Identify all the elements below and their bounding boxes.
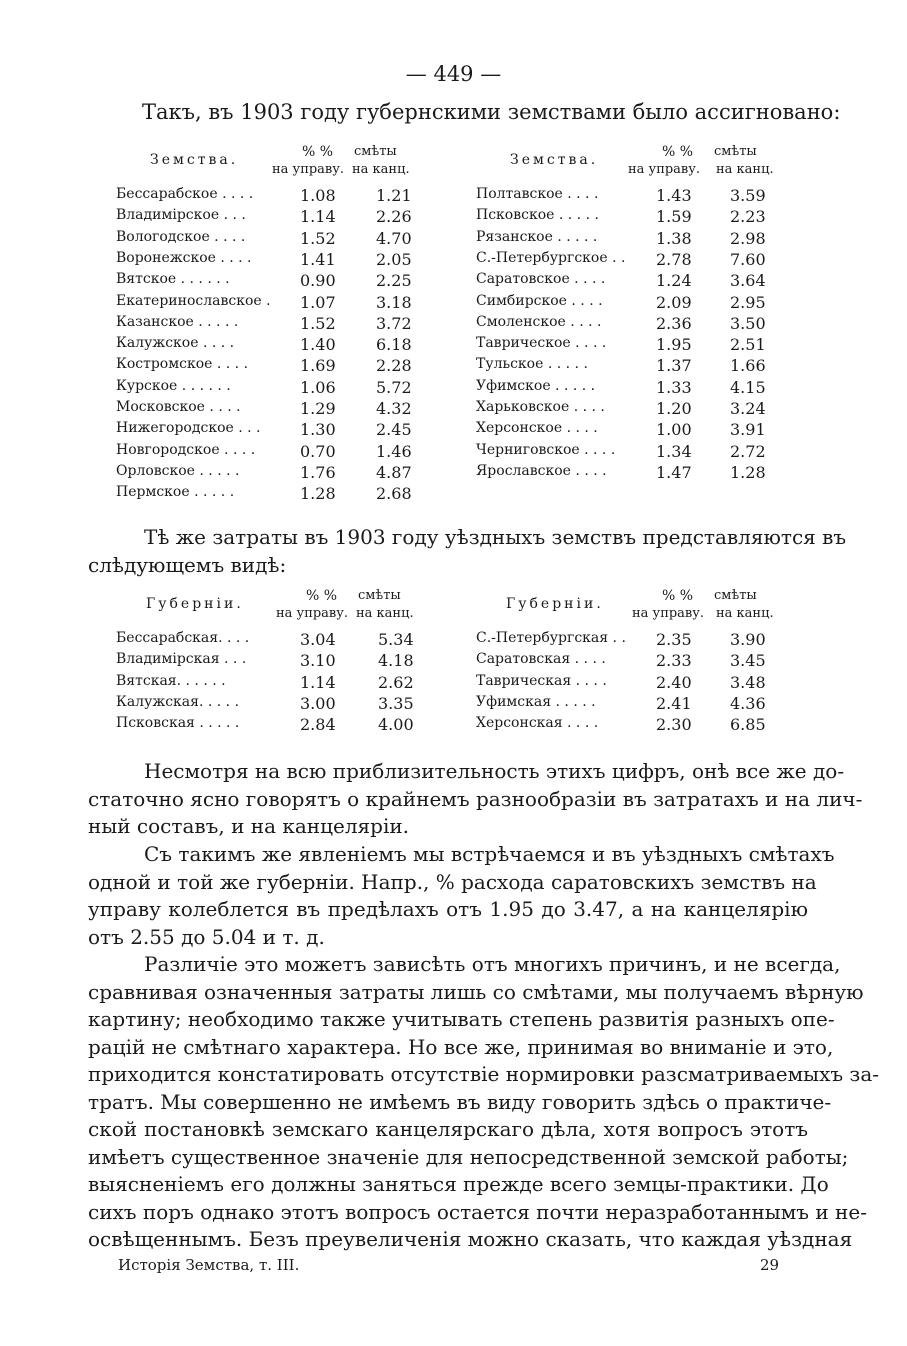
table-row	[476, 229, 796, 250]
row-value-kants: 2.95	[730, 292, 766, 312]
row-value-kants: 2.98	[730, 228, 766, 248]
col-header-percent: % %	[302, 144, 334, 160]
table-row	[476, 356, 796, 377]
row-value-uprava: 1.52	[300, 313, 336, 333]
row-value-kants: 2.23	[730, 207, 766, 227]
col-header-kants: на канц.	[356, 606, 414, 621]
table-row	[476, 463, 796, 484]
table-row	[476, 630, 796, 651]
paragraph-3	[88, 951, 880, 1254]
row-value-uprava: 1.52	[300, 228, 336, 248]
table-row	[116, 207, 416, 228]
row-name: Воронежское . . . .	[116, 249, 252, 266]
row-value-kants: 4.36	[730, 693, 766, 713]
row-name: Вологодское . . . .	[116, 228, 246, 245]
col-header-label: смѣты	[714, 588, 757, 603]
row-value-uprava: 1.34	[656, 441, 692, 461]
row-value-uprava: 0.90	[300, 271, 336, 291]
col-header-label: смѣты	[714, 144, 757, 159]
row-name: Ярославское . . . .	[476, 462, 607, 479]
row-name: С.-Петербургское . .	[476, 249, 626, 266]
col-header-name: Земства.	[150, 152, 239, 168]
paragraph-2	[88, 841, 835, 951]
table-row	[476, 694, 796, 715]
table-row	[476, 250, 796, 271]
row-value-kants: 4.18	[378, 651, 414, 671]
row-value-uprava: 1.28	[300, 484, 336, 504]
row-value-uprava: 1.07	[300, 292, 336, 312]
row-value-uprava: 1.33	[656, 377, 692, 397]
row-name: Курское . . . . . .	[116, 377, 231, 394]
row-value-kants: 2.68	[376, 484, 412, 504]
row-value-uprava: 1.06	[300, 377, 336, 397]
row-name: С.-Петербургская . .	[476, 630, 626, 646]
row-name: Владимірская . . .	[116, 651, 247, 668]
row-value-uprava: 2.33	[656, 651, 692, 671]
row-name: Херсонская . . . .	[476, 715, 599, 732]
row-value-uprava: 0.70	[300, 441, 336, 461]
col-header-kants: на канц.	[716, 162, 774, 177]
row-value-kants: 3.91	[730, 420, 766, 440]
table-provincial-left	[116, 144, 416, 504]
paragraph-line: статочно ясно говорятъ о крайнемъ разнообразіи въ затратахъ и на лич-	[88, 786, 863, 811]
row-name: Владимірское . . .	[116, 207, 246, 224]
row-name: Харьковское . . . .	[476, 399, 605, 415]
row-value-kants: 4.70	[376, 228, 412, 248]
row-name: Калужская. . . . .	[116, 693, 240, 710]
table-row	[116, 651, 436, 672]
row-value-kants: 4.00	[378, 715, 414, 735]
row-name: Херсонское . . . .	[476, 420, 598, 437]
row-value-uprava: 1.47	[656, 462, 692, 482]
paragraph-line: приходится констатировать отсутствіе нормировки разсматриваемыхъ за-	[88, 1062, 880, 1086]
row-value-kants: 6.85	[730, 715, 766, 735]
row-value-kants: 3.24	[730, 399, 766, 418]
row-value-kants: 3.48	[730, 672, 766, 692]
col-header-label: смѣты	[358, 588, 401, 603]
row-name: Черниговское . . . .	[476, 441, 616, 458]
row-value-kants: 2.05	[376, 249, 412, 269]
section-heading: Такъ, въ 1903 году губернскими земствами было ассигновано:	[142, 100, 841, 124]
table-row	[116, 484, 416, 505]
col-header-percent: % %	[662, 144, 694, 160]
table-provincial-right	[476, 144, 796, 504]
row-value-kants: 1.21	[376, 186, 412, 205]
footer-signature: 29	[760, 1256, 780, 1274]
table-row	[116, 250, 416, 271]
paragraph-line: картину; необходимо также учитывать степень развитія разныхъ опе-	[88, 1007, 835, 1031]
paragraph-line: Различіе это можетъ зависѣть отъ многихъ причинъ, и не всегда,	[144, 952, 841, 976]
row-value-kants: 2.51	[730, 335, 766, 355]
row-value-kants: 5.34	[378, 630, 414, 649]
row-value-uprava: 1.00	[656, 420, 692, 440]
col-header-uprava: на управу.	[276, 606, 349, 621]
paragraph-line: управу колеблется въ предѣлахъ отъ 1.95 до 3.47, а на канцелярію	[88, 897, 808, 921]
table-row	[476, 186, 796, 207]
table-row	[476, 651, 796, 672]
row-value-kants: 3.59	[730, 186, 766, 205]
row-value-uprava: 3.00	[300, 693, 336, 713]
row-value-uprava: 2.40	[656, 672, 692, 692]
row-name: Смоленское . . . .	[476, 313, 602, 330]
row-value-uprava: 1.76	[300, 462, 336, 482]
row-name: Новгородское . . . .	[116, 441, 256, 458]
row-value-kants: 2.45	[376, 420, 412, 440]
row-value-kants: 4.32	[376, 399, 412, 418]
table-row	[116, 271, 416, 292]
table-row	[476, 399, 796, 420]
table-row	[116, 463, 416, 484]
row-value-uprava: 1.37	[656, 356, 692, 376]
paragraph-line: отъ 2.55 до 5.04 и т. д.	[88, 924, 325, 949]
table-row	[116, 378, 416, 399]
row-name: Екатеринославское .	[116, 292, 271, 309]
row-value-uprava: 2.09	[656, 292, 692, 312]
row-value-uprava: 1.43	[656, 186, 692, 205]
row-value-kants: 6.18	[376, 335, 412, 355]
row-value-uprava: 1.08	[300, 186, 336, 205]
paragraph-line: сравнивая означенныя затраты лишь со смѣтами, мы получаемъ вѣрную	[88, 979, 864, 1004]
row-name: Таврическая . . . .	[476, 672, 607, 689]
row-value-uprava: 1.41	[300, 249, 336, 269]
table-row	[476, 420, 796, 441]
table-header	[476, 144, 796, 184]
row-value-uprava: 1.40	[300, 335, 336, 355]
table-row	[116, 229, 416, 250]
col-header-name: Губерніи.	[146, 596, 244, 612]
table-district-left	[116, 588, 436, 738]
row-name: Пермское . . . . .	[116, 484, 235, 501]
row-value-uprava: 1.38	[656, 228, 692, 248]
table-row	[476, 378, 796, 399]
paragraph-line: тратъ. Мы совершенно не имѣемъ въ виду говорить здѣсь о практиче-	[88, 1089, 832, 1114]
table-row	[116, 630, 436, 651]
row-name: Симбирское . . . .	[476, 292, 603, 309]
row-value-kants: 2.28	[376, 356, 412, 376]
row-value-uprava: 2.41	[656, 693, 692, 713]
row-value-kants: 7.60	[730, 249, 766, 269]
col-header-label: смѣты	[354, 144, 397, 159]
paragraph-line: Съ такимъ же явленіемъ мы встрѣчаемся и въ уѣздныхъ смѣтахъ	[144, 842, 835, 866]
row-name: Нижегородское . . .	[116, 420, 261, 437]
table-row	[116, 293, 416, 314]
col-header-name: Земства.	[510, 152, 599, 168]
row-value-kants: 4.15	[730, 377, 766, 397]
row-name: Бессарабское . . . .	[116, 186, 254, 202]
table-header	[476, 588, 796, 628]
row-value-uprava: 1.95	[656, 335, 692, 355]
row-name: Псковское . . . . .	[476, 207, 599, 224]
row-value-kants: 3.45	[730, 651, 766, 671]
col-header-percent: % %	[306, 588, 338, 604]
col-header-percent: % %	[662, 588, 694, 604]
row-value-uprava: 1.29	[300, 399, 336, 418]
table-row	[116, 314, 416, 335]
row-value-kants: 2.26	[376, 207, 412, 227]
table-row	[476, 442, 796, 463]
row-name: Казанское . . . . .	[116, 313, 239, 330]
row-value-uprava: 2.35	[656, 630, 692, 649]
paragraph-1	[88, 758, 863, 841]
row-value-uprava: 1.24	[656, 271, 692, 291]
row-value-kants: 2.72	[730, 441, 766, 461]
row-name: Саратовская . . . .	[476, 651, 606, 668]
paragraph-district	[88, 524, 847, 579]
row-value-uprava: 1.14	[300, 672, 336, 692]
table-row	[116, 715, 436, 736]
col-header-uprava: на управу.	[272, 162, 345, 177]
row-value-uprava: 1.20	[656, 399, 692, 418]
row-value-uprava: 1.30	[300, 420, 336, 440]
row-name: Саратовское . . . .	[476, 271, 606, 288]
row-value-uprava: 1.69	[300, 356, 336, 376]
table-row	[476, 715, 796, 736]
row-value-kants: 2.62	[378, 672, 414, 692]
row-name: Костромское . . . .	[116, 356, 249, 373]
row-value-kants: 2.25	[376, 271, 412, 291]
page-number: — 449 —	[405, 62, 502, 86]
table-row	[476, 314, 796, 335]
row-value-kants: 3.72	[376, 313, 412, 333]
row-value-kants: 4.87	[376, 462, 412, 482]
row-value-uprava: 2.84	[300, 715, 336, 735]
table-header	[116, 144, 416, 184]
row-value-kants: 1.46	[376, 441, 412, 461]
row-value-kants: 3.90	[730, 630, 766, 649]
row-name: Калужское . . . .	[116, 335, 235, 352]
row-value-kants: 3.35	[378, 693, 414, 713]
row-value-kants: 5.72	[376, 377, 412, 397]
col-header-name: Губерніи.	[506, 596, 604, 612]
row-value-uprava: 1.14	[300, 207, 336, 227]
col-header-uprava: на управу.	[632, 606, 705, 621]
row-value-uprava: 1.59	[656, 207, 692, 227]
paragraph-line: ный составъ, и на канцеляріи.	[88, 814, 410, 838]
row-name: Московское . . . .	[116, 399, 241, 415]
row-value-kants: 3.18	[376, 292, 412, 312]
row-name: Вятское . . . . . .	[116, 271, 230, 288]
table-row	[476, 207, 796, 228]
paragraph-line: слѣдующемъ видѣ:	[88, 552, 287, 577]
row-value-uprava: 2.78	[656, 249, 692, 269]
table-district-right	[476, 588, 796, 738]
table-row	[476, 293, 796, 314]
paragraph-line: имѣетъ существенное значеніе для непосредственной земской работы;	[88, 1144, 849, 1169]
paragraph-line: Несмотря на всю приблизительность этихъ цифръ, онѣ все же до-	[144, 759, 845, 783]
row-name: Рязанское . . . . .	[476, 228, 598, 245]
row-value-uprava: 2.36	[656, 313, 692, 333]
row-name: Бессарабская. . . .	[116, 630, 250, 646]
paragraph-line: рацій не смѣтнаго характера. Но все же, принимая во вниманіе и это,	[88, 1034, 834, 1059]
table-row	[116, 186, 416, 207]
table-row	[116, 356, 416, 377]
row-value-uprava: 2.30	[656, 715, 692, 735]
table-row	[116, 335, 416, 356]
paragraph-line: Тѣ же затраты въ 1903 году уѣздныхъ земствъ представляются въ	[144, 525, 847, 549]
row-value-kants: 1.28	[730, 462, 766, 482]
row-name: Орловское . . . . .	[116, 462, 240, 479]
footer-title: Исторія Земства, т. III.	[118, 1256, 300, 1274]
row-name: Тульское . . . . .	[476, 356, 588, 373]
row-name: Уфимское . . . . .	[476, 377, 596, 394]
table-row	[116, 694, 436, 715]
paragraph-line: выясненіемъ его должны заняться прежде всего земцы-практики. До	[88, 1172, 829, 1196]
table-row	[116, 399, 416, 420]
table-row	[476, 271, 796, 292]
row-name: Полтавское . . . .	[476, 186, 599, 202]
row-value-kants: 3.50	[730, 313, 766, 333]
row-name: Уфимская . . . . .	[476, 693, 596, 710]
table-row	[116, 673, 436, 694]
table-row	[476, 673, 796, 694]
row-value-uprava: 3.04	[300, 630, 336, 649]
paragraph-line: ской постановкѣ земскаго канцелярскаго дѣла, хотя вопросъ этотъ	[88, 1117, 808, 1141]
paragraph-line: одной и той же губерніи. Напр., % расхода саратовскихъ земствъ на	[88, 869, 817, 894]
col-header-kants: на канц.	[716, 606, 774, 621]
row-name: Псковская . . . . .	[116, 715, 240, 732]
paragraph-line: сихъ поръ однако этотъ вопросъ остается почти неразработаннымъ и не-	[88, 1199, 867, 1224]
row-value-uprava: 3.10	[300, 651, 336, 671]
row-name: Таврическое . . . .	[476, 335, 607, 352]
col-header-kants: на канц.	[352, 162, 410, 177]
table-header	[116, 588, 436, 628]
table-row	[476, 335, 796, 356]
paragraph-line: освѣщеннымъ. Безъ преувеличенія можно сказать, что каждая уѣздная	[88, 1227, 853, 1251]
row-value-kants: 1.66	[730, 356, 766, 376]
table-row	[116, 442, 416, 463]
col-header-uprava: на управу.	[628, 162, 701, 177]
table-row	[116, 420, 416, 441]
row-value-kants: 3.64	[730, 271, 766, 291]
row-name: Вятская. . . . . .	[116, 672, 226, 689]
